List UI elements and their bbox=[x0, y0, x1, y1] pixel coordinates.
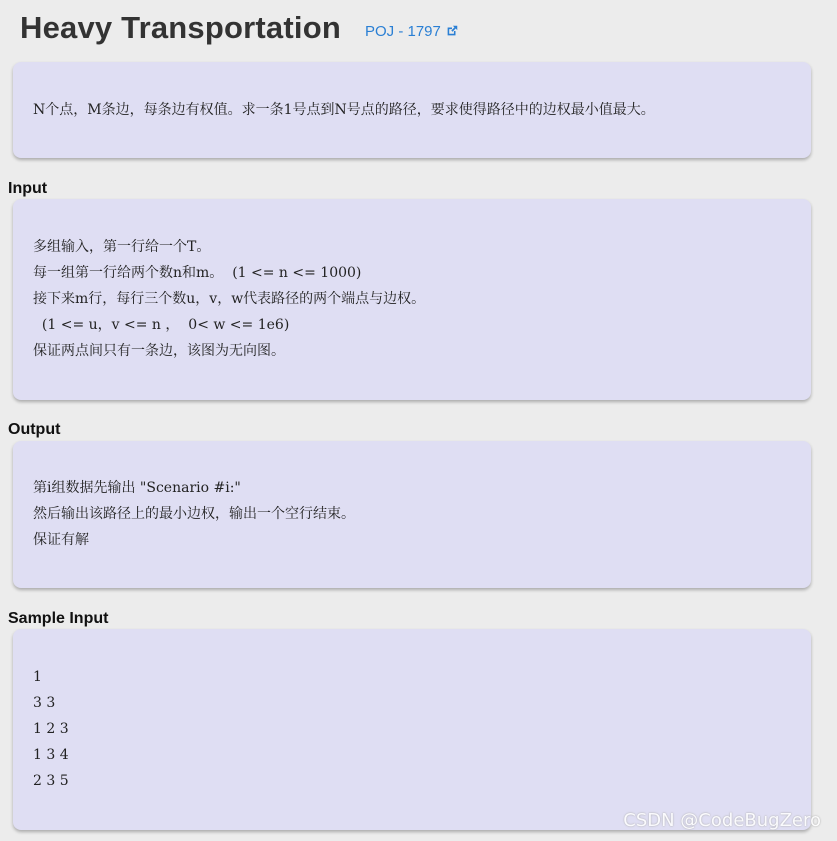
input-heading: Input bbox=[8, 180, 48, 197]
sample-input-card bbox=[13, 629, 811, 830]
description-line: N个点，M条边，每条边有权值。求一条1号点到N号点的路径，要求使得路径中的边权最小值最大。 bbox=[33, 102, 655, 118]
output-line: 第i组数据先输出 "Scenario #i:" bbox=[33, 480, 241, 496]
input-line: (1 <= u，v <= n ， 0< w <= 1e6) bbox=[33, 317, 290, 333]
sample-input-line: 1 2 3 bbox=[33, 721, 69, 737]
sample-input-line: 3 3 bbox=[33, 695, 56, 711]
output-line: 保证有解 bbox=[33, 532, 89, 548]
output-line: 然后输出该路径上的最小边权，输出一个空行结束。 bbox=[33, 506, 355, 522]
input-card bbox=[13, 199, 811, 400]
external-link-icon bbox=[445, 24, 459, 38]
input-line: 每一组第一行给两个数n和m。 (1 <= n <= 1000) bbox=[33, 265, 362, 281]
output-heading: Output bbox=[8, 421, 61, 438]
input-line: 接下来m行，每行三个数u，v，w代表路径的两个端点与边权。 bbox=[33, 291, 426, 307]
input-line: 保证两点间只有一条边，该图为无向图。 bbox=[33, 343, 285, 359]
problem-header bbox=[20, 8, 459, 48]
source-link[interactable] bbox=[365, 23, 459, 40]
description-card bbox=[13, 62, 811, 158]
sample-input-line: 1 bbox=[33, 669, 42, 685]
sample-input-heading: Sample Input bbox=[8, 610, 109, 627]
watermark: CSDN @CodeBugZero bbox=[623, 810, 821, 831]
sample-input-line: 1 3 4 bbox=[33, 747, 69, 763]
sample-input-line: 2 3 5 bbox=[33, 773, 69, 789]
source-link-label: POJ - 1797 bbox=[364, 22, 441, 40]
input-line: 多组输入，第一行给一个T。 bbox=[33, 239, 211, 255]
problem-title: Heavy Transportation bbox=[20, 10, 341, 45]
output-card bbox=[13, 441, 811, 588]
